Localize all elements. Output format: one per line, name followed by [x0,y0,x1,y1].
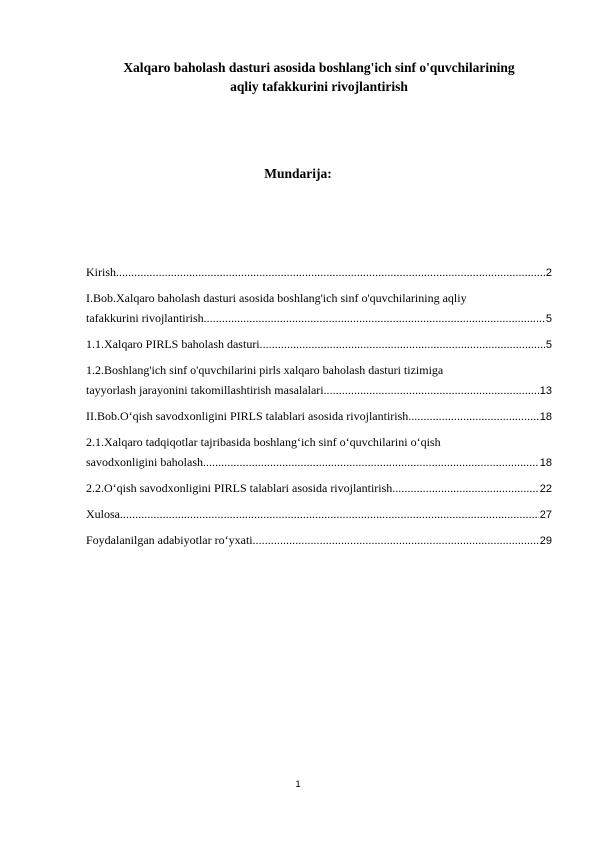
toc-entry-row [86,452,552,473]
toc-entry-row [86,334,552,355]
toc-entry[interactable] [86,478,552,499]
toc-entry-row [86,406,552,427]
title-line-1: Xalqaro baholash dasturi asosida boshlang'ich sinf o'quvchilarining [123,60,515,75]
document-title [86,58,552,96]
toc-dot-leader [120,505,539,525]
toc-entry[interactable] [86,334,552,355]
toc-entry[interactable] [86,288,552,329]
toc-dot-leader [392,479,538,499]
toc-dot-leader [324,381,539,401]
toc-entry[interactable] [86,406,552,427]
toc-entry-text: II.Bob.O‘qish savodxonligini PIRLS talablari asosida rivojlantirish [86,409,409,423]
toc-page-number: 18 [539,411,552,423]
toc-dot-leader [408,407,538,427]
toc-entry-text: Kirish [86,265,116,279]
title-line-2: aqliy tafakkurini rivojlantirish [230,79,408,94]
toc-page-number: 22 [539,483,552,495]
toc-heading: Mundarija: [264,166,332,181]
toc-entry[interactable] [86,504,552,525]
toc-entry-text: savodxonligini baholash [86,455,203,469]
toc-dot-leader [260,335,545,355]
toc-dot-leader [204,309,545,329]
toc-entry[interactable] [86,432,552,473]
toc-entry[interactable] [86,530,552,551]
toc-page-number: 29 [539,535,552,547]
toc-entry-row [86,308,552,329]
page-number: 1 [295,779,301,790]
toc-entry-text: tafakkurini rivojlantirish [86,311,204,325]
toc-entry-row [86,530,552,551]
toc-entry-text-line1: I.Bob.Xalqaro baholash dasturi asosida boshlang'ich sinf o'quvchilarining aqliy [86,291,467,305]
toc-page-number: 2 [545,267,552,279]
toc-entry-text: Foydalanilgan adabiyotlar ro‘yxati [86,533,253,547]
table-of-contents [86,262,552,556]
toc-entry-text: Xulosa [86,507,120,521]
toc-dot-leader [253,531,539,551]
toc-dot-leader [203,453,539,473]
toc-entry-row [86,504,552,525]
toc-page-number: 5 [545,339,552,351]
toc-page-number: 27 [539,509,552,521]
toc-page-number: 5 [545,313,552,325]
toc-page-number: 13 [539,385,552,397]
toc-entry-text: tayyorlash jarayonini takomillashtirish masalalari [86,383,324,397]
toc-entry-text-line1: 1.2.Boshlang'ich sinf o'quvchilarini pirls xalqaro baholash dasturi tizimiga [86,363,444,377]
toc-entry-row [86,380,552,401]
toc-entry-text: 2.2.O‘qish savodxonligini PIRLS talablari asosida rivojlantirish [86,481,393,495]
toc-entry-text-line1: 2.1.Xalqaro tadqiqotlar tajribasida boshlang‘ich sinf o‘quvchilarini o‘qish [86,435,441,449]
toc-page-number: 18 [539,457,552,469]
toc-entry-row [86,262,552,283]
toc-entry[interactable] [86,262,552,283]
toc-entry[interactable] [86,360,552,401]
toc-entry-text: 1.1.Xalqaro PIRLS baholash dasturi [86,337,260,351]
toc-entry-row [86,478,552,499]
toc-dot-leader [116,263,545,283]
